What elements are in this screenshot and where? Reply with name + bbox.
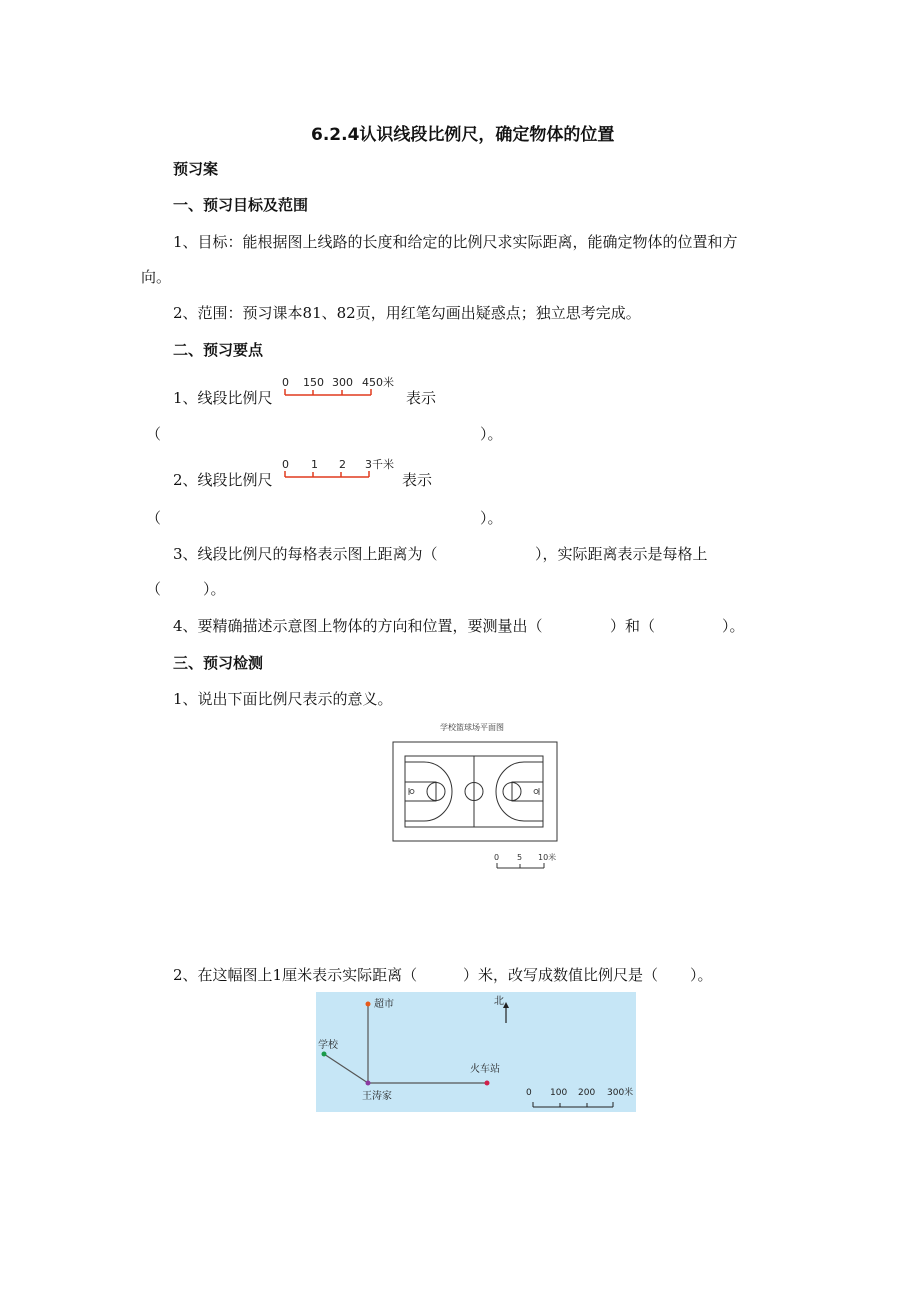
part3-q2-a: 2、在这幅图上1厘米表示实际距离（ — [173, 966, 418, 984]
q1-suffix: 表示 — [406, 389, 437, 407]
q2-segment-scale — [280, 456, 400, 486]
court-right-hoop — [534, 790, 538, 794]
label-home: 王涛家 — [362, 1091, 392, 1102]
q2-scale-tick-1: 1 — [311, 458, 318, 471]
station-dot — [485, 1081, 490, 1086]
map-scale-tick-0: 0 — [526, 1088, 532, 1098]
map-scale-tick-1: 100 — [550, 1088, 568, 1098]
part1-item2: 2、范围：预习课本81、82页，用红笔勾画出疑惑点；独立思考完成。 — [173, 304, 641, 322]
q3-line2-b: ）。 — [203, 580, 226, 598]
basketball-court-figure — [388, 718, 568, 870]
school-dot — [322, 1052, 327, 1057]
q1-scale-tick-3: 450米 — [362, 376, 394, 389]
part3-q1: 1、说出下面比例尺表示的意义。 — [173, 690, 393, 708]
q1-scale-tick-1: 150 — [303, 376, 324, 389]
court-scale-tick-1: 5 — [517, 853, 523, 862]
home-dot — [366, 1081, 371, 1086]
court-title: 学校篮球场平面图 — [440, 723, 504, 732]
q2-blank-open: （ — [146, 509, 162, 527]
label-station: 火车站 — [470, 1064, 500, 1075]
q1-scale-tick-0: 0 — [282, 376, 289, 389]
q2-prefix: 2、线段比例尺 — [173, 471, 273, 489]
part3-q2-c: ）。 — [690, 966, 713, 984]
q2-scale-tick-2: 2 — [339, 458, 346, 471]
court-outer-frame — [393, 742, 557, 841]
north-label: 北 — [494, 996, 504, 1007]
q3-line1-b: ），实际距离表示是每格上 — [535, 545, 708, 563]
q2-suffix: 表示 — [402, 471, 433, 489]
q1-prefix: 1、线段比例尺 — [173, 389, 273, 407]
location-map-figure — [316, 992, 636, 1112]
part2-heading: 二、预习要点 — [173, 341, 264, 359]
court-scale-tick-0: 0 — [494, 853, 500, 862]
q1-blank-close: ）。 — [480, 425, 503, 443]
q4-text-a: 4、要精确描述示意图上物体的方向和位置，要测量出（ — [173, 617, 543, 635]
q1-segment-scale — [280, 374, 400, 404]
label-supermarket: 超市 — [374, 999, 394, 1010]
part1-item1-line1: 1、目标：能根据图上线路的长度和给定的比例尺求实际距离，能确定物体的位置和方 — [173, 233, 738, 251]
q1-blank-open: （ — [146, 425, 162, 443]
q3-line1-a: 3、线段比例尺的每格表示图上距离为（ — [173, 545, 438, 563]
part1-item1-line2: 向。 — [141, 268, 172, 286]
q4-text-c: ）。 — [722, 617, 745, 635]
label-school: 学校 — [318, 1040, 338, 1051]
page-title: 6.2.4认识线段比例尺，确定物体的位置 — [311, 125, 615, 145]
q2-scale-tick-0: 0 — [282, 458, 289, 471]
q2-blank-close: ）。 — [480, 509, 503, 527]
map-scale-tick-3: 300米 — [607, 1088, 634, 1098]
court-scale-tick-2: 10米 — [538, 853, 557, 862]
part3-heading: 三、预习检测 — [173, 654, 264, 672]
part3-q2-b: ）米，改写成数值比例尺是（ — [463, 966, 659, 984]
map-scale-tick-2: 200 — [578, 1088, 596, 1098]
court-left-hoop — [410, 790, 414, 794]
q2-scale-tick-3: 3千米 — [365, 458, 394, 471]
q4-text-b: ）和（ — [610, 617, 656, 635]
part1-heading: 一、预习目标及范围 — [173, 196, 309, 214]
section-preview-heading: 预习案 — [173, 160, 219, 178]
q3-line2-a: （ — [146, 580, 162, 598]
q1-scale-tick-2: 300 — [332, 376, 353, 389]
supermarket-dot — [366, 1002, 371, 1007]
